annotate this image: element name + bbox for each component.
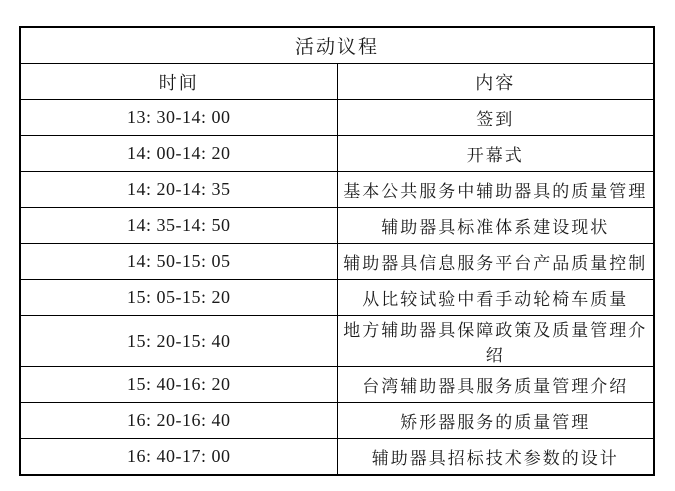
column-header-time: 时间 <box>20 64 337 100</box>
agenda-table <box>19 26 655 476</box>
agenda-row-content: 基本公共服务中辅助器具的质量管理 <box>337 172 654 208</box>
agenda-row <box>20 208 654 244</box>
agenda-row-content: 从比较试验中看手动轮椅车质量 <box>337 280 654 316</box>
agenda-row-time: 16: 20-16: 40 <box>20 403 337 439</box>
agenda-row-content: 矫形器服务的质量管理 <box>337 403 654 439</box>
agenda-row-time: 15: 40-16: 20 <box>20 367 337 403</box>
agenda-row <box>20 244 654 280</box>
agenda-row-content: 辅助器具标准体系建设现状 <box>337 208 654 244</box>
agenda-header-row <box>20 64 654 100</box>
agenda-row <box>20 280 654 316</box>
agenda-row-time: 15: 20-15: 40 <box>20 316 337 367</box>
agenda-row-time: 13: 30-14: 00 <box>20 100 337 136</box>
agenda-row-content: 地方辅助器具保障政策及质量管理介绍 <box>337 316 654 367</box>
agenda-row <box>20 172 654 208</box>
agenda-row-time: 16: 40-17: 00 <box>20 439 337 476</box>
agenda-row-time: 15: 05-15: 20 <box>20 280 337 316</box>
agenda-row-time: 14: 35-14: 50 <box>20 208 337 244</box>
agenda-row-time: 14: 20-14: 35 <box>20 172 337 208</box>
agenda-row-time: 14: 50-15: 05 <box>20 244 337 280</box>
agenda-row-time: 14: 00-14: 20 <box>20 136 337 172</box>
agenda-row-content: 签到 <box>337 100 654 136</box>
agenda-row <box>20 136 654 172</box>
agenda-title: 活动议程 <box>20 27 654 64</box>
agenda-table-body <box>20 27 654 475</box>
agenda-row <box>20 403 654 439</box>
agenda-row-content: 辅助器具信息服务平台产品质量控制 <box>337 244 654 280</box>
agenda-row <box>20 100 654 136</box>
agenda-row <box>20 439 654 476</box>
agenda-row-content: 台湾辅助器具服务质量管理介绍 <box>337 367 654 403</box>
agenda-row-content: 辅助器具招标技术参数的设计 <box>337 439 654 476</box>
column-header-content: 内容 <box>337 64 654 100</box>
agenda-row <box>20 316 654 367</box>
agenda-title-row <box>20 27 654 64</box>
agenda-row <box>20 367 654 403</box>
agenda-row-content: 开幕式 <box>337 136 654 172</box>
